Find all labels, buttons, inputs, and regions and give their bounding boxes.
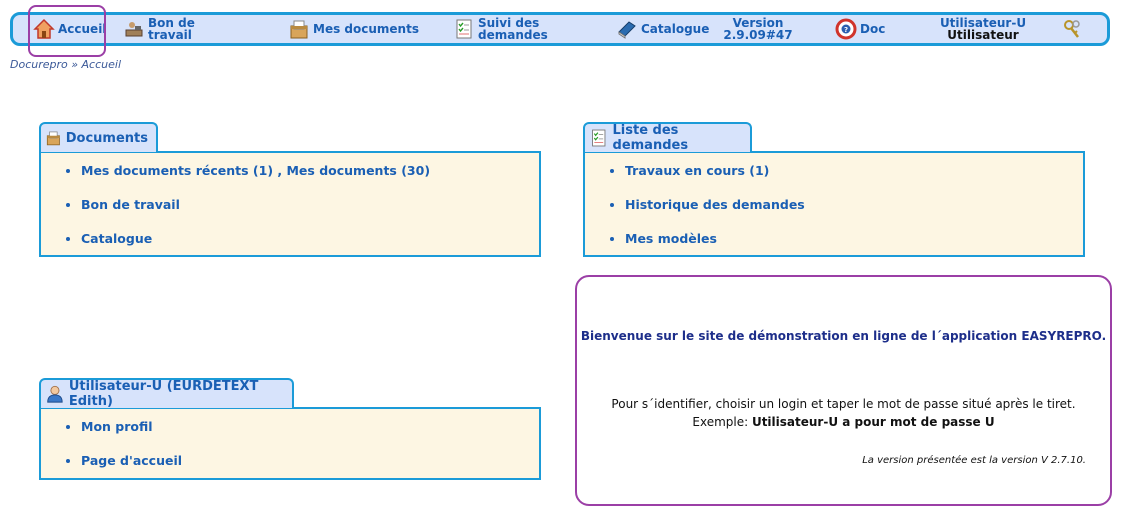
welcome-example-credentials: Utilisateur-U a pour mot de passe U (751, 415, 995, 429)
nav-mes-documents-label: Mes documents (313, 22, 419, 36)
demandes-tab (583, 122, 752, 152)
keys-icon (1061, 18, 1083, 40)
worker-icon (123, 18, 145, 40)
list-item[interactable]: • Bon de travail (81, 188, 539, 222)
nav-bon-line2: travail (148, 28, 192, 42)
nav-accueil-label: Accueil (58, 22, 107, 36)
list-item[interactable]: • Mon profil (81, 410, 539, 444)
user-name: Utilisateur-U (939, 16, 1027, 30)
list-item[interactable]: • Mes documents récents (1) , Mes documents (30) (81, 154, 539, 188)
welcome-instructions: Pour s´identifier, choisir un login et taper le mot de passe situé après le tiret. (611, 397, 1076, 411)
nav-suivi-line2: demandes (478, 28, 548, 42)
list-item[interactable]: • Page d'accueil (81, 444, 539, 478)
nav-suivi-line1: Suivi des (478, 16, 540, 30)
welcome-example (577, 415, 1110, 429)
documents-panel (39, 122, 541, 257)
documents-box (39, 151, 541, 257)
demandes-panel (583, 122, 1085, 257)
version-value: 2.9.09#47 (723, 28, 793, 42)
checklist-icon (589, 127, 609, 149)
nav-catalogue[interactable] (616, 15, 709, 43)
user-panel-title: Utilisateur-U (EURDETEXT Edith) (68, 379, 259, 409)
top-navigation (10, 12, 1110, 46)
version-label: Version (732, 16, 784, 30)
documents-tab (39, 122, 158, 152)
demandes-box (583, 151, 1085, 257)
version-info (725, 15, 791, 43)
user-panel (39, 378, 541, 480)
current-user (933, 15, 1033, 43)
checklist-icon (453, 18, 475, 40)
documents-box-icon (288, 18, 310, 40)
nav-bon-de-travail[interactable] (123, 15, 195, 43)
demandes-title: Liste des demandes (612, 123, 689, 153)
nav-doc[interactable] (835, 15, 885, 43)
user-role: Utilisateur (947, 28, 1019, 42)
list-item[interactable]: • Catalogue (81, 222, 539, 256)
welcome-title: Bienvenue sur le site de démonstration en ligne de l´application EASYREPRO. (580, 329, 1107, 343)
nav-doc-label: Doc (860, 22, 886, 36)
svg-text:?: ? (843, 26, 849, 34)
documents-title: Documents (65, 130, 148, 146)
nav-suivi-des-demandes[interactable] (453, 15, 548, 43)
nav-catalogue-label: Catalogue (641, 22, 710, 36)
list-item[interactable]: • Historique des demandes (625, 188, 1083, 222)
nav-bon-line1: Bon de (148, 16, 195, 30)
welcome-box (575, 275, 1112, 506)
user-tab (39, 378, 294, 408)
accueil-highlight (28, 5, 106, 57)
breadcrumb: Docurepro » Accueil (10, 58, 121, 71)
user-box (39, 407, 541, 480)
version-note: La version présentée est la version V 2.7.10. (862, 455, 1086, 466)
list-item[interactable]: • Travaux en cours (1) (625, 154, 1083, 188)
list-item[interactable]: • Mes modèles (625, 222, 1083, 256)
help-lifebuoy-icon (835, 18, 857, 40)
nav-mes-documents[interactable] (288, 15, 419, 43)
welcome-example-prefix: Exemple: (692, 415, 752, 429)
book-icon (616, 18, 638, 40)
documents-box-icon (45, 127, 62, 149)
user-icon (45, 383, 65, 405)
nav-logout[interactable] (1061, 15, 1086, 43)
